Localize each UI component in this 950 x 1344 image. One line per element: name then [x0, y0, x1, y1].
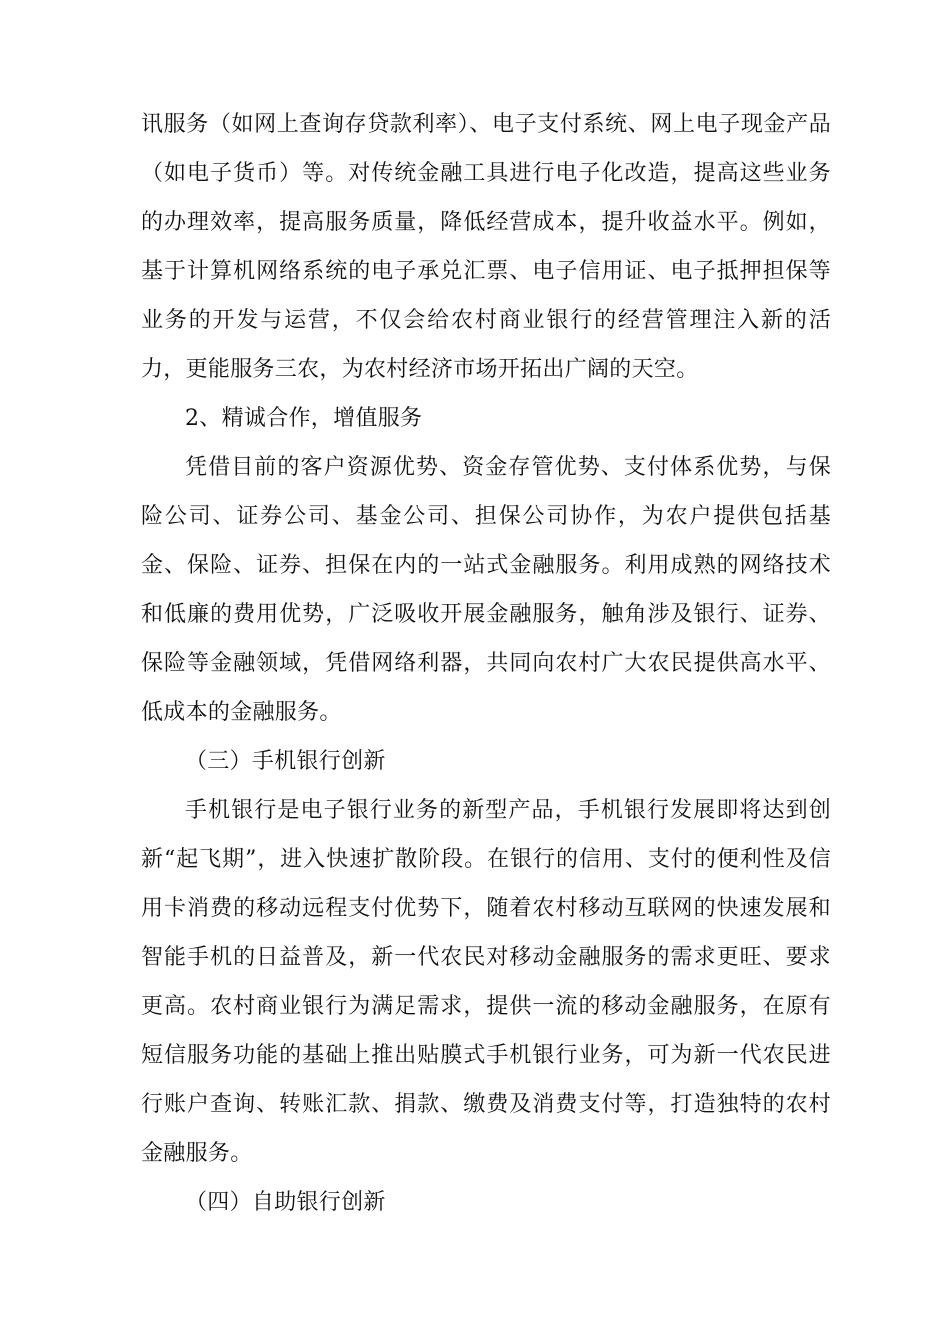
- paragraph-mobile-banking: 手机银行是电子银行业务的新型产品，手机银行发展即将达到创新“起飞期”，进入快速扩散阶段。在银行的信用、支付的便利性及信用卡消费的移动远程支付优势下，随着农村移动互联网的快速发展和智能手机的日益普及，新一代农民对移动金融服务的需求更旺、要求更高。农村商业银行为满足需求，提供一流的移动金融服务，在原有短信服务功能的基础上推出贴膜式手机银行业务，可为新一代农民进行账户查询、转账汇款、捐款、缴费及消费支付等，打造独特的农村金融服务。: [141, 798, 831, 1166]
- paragraph-continued: 讯服务（如网上查询存贷款利率）、电子支付系统、网上电子现金产品（如电子货币）等。对传统金融工具进行电子化改造，提高这些业务的办理效率，提高服务质量，降低经营成本，提升收益水平。例如，基于计算机网络系统的电子承兑汇票、电子信用证、电子抵押担保等业务的开发与运营，不仅会给农村商业银行的经营管理注入新的活力，更能服务三农，为农村经济市场开拓出广阔的天空。: [141, 112, 831, 382]
- heading-self-service-banking: （四）自助银行创新: [185, 1190, 386, 1215]
- subheading-cooperation: 2、精诚合作，增值服务: [185, 406, 423, 431]
- paragraph-cooperation: 凭借目前的客户资源优势、资金存管优势、支付体系优势，与保险公司、证券公司、基金公司、担保公司协作，为农户提供包括基金、保险、证券、担保在内的一站式金融服务。利用成熟的网络技术和低廉的费用优势，广泛吸收开展金融服务，触角涉及银行、证券、保险等金融领域，凭借网络利器，共同向农村广大农民提供高水平、低成本的金融服务。: [141, 455, 831, 725]
- heading-mobile-banking: （三）手机银行创新: [185, 749, 386, 774]
- document-body: [141, 100, 831, 1227]
